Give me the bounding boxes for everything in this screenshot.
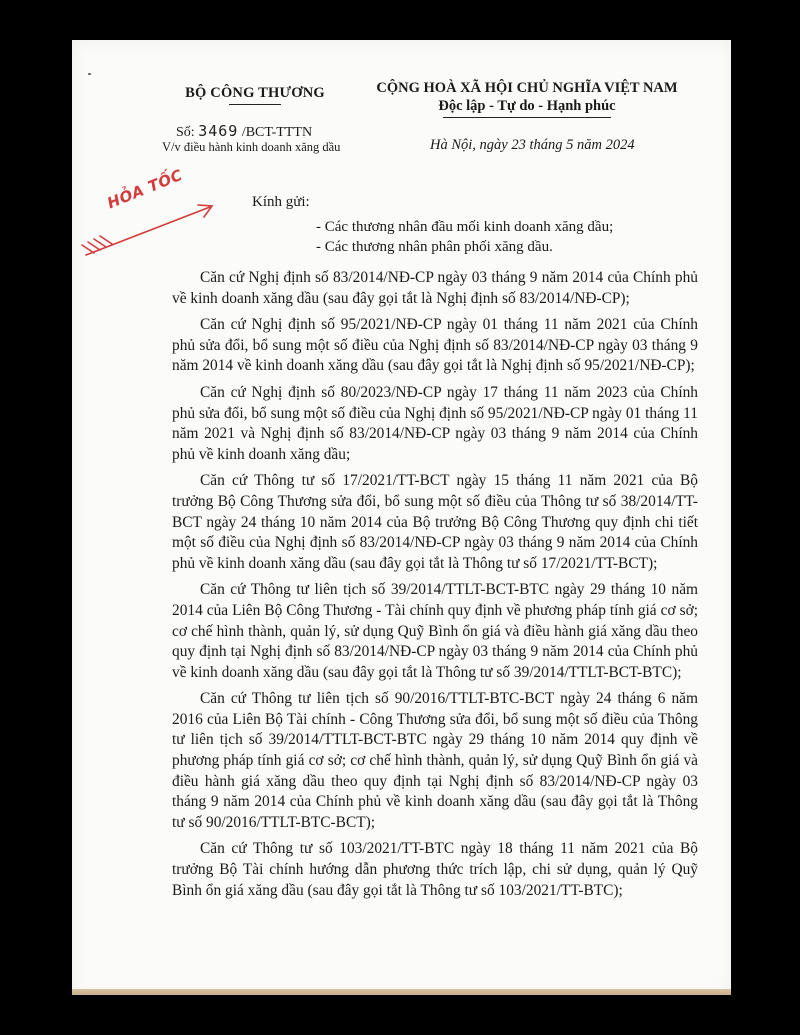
page-bottom-edge (72, 989, 731, 995)
ministry-name: BỘ CÔNG THƯƠNG (185, 85, 325, 101)
issuer-block (160, 85, 350, 105)
body-paragraph: Căn cứ Thông tư liên tịch số 39/2014/TTLT-BCT-BTC ngày 29 tháng 10 năm 2014 của Liên Bộ Công Thương - Tài chính quy định về phương pháp tính giá cơ sở; cơ chế hình thành, quản lý, sử dụng Quỹ Bình ổn giá và điều hành giá xăng dầu theo quy định tại Nghị định số 83/2014/NĐ-CP ngày 03 tháng 9 năm 2014 của Chính phủ về kinh doanh xăng dầu (sau đây gọi tắt là Thông tư số 39/2014/TTLT-BCT-BTC); (172, 581, 698, 681)
recipient-list (316, 217, 613, 257)
republic-title: CỘNG HOÀ XÃ HỘI CHỦ NGHĨA VIỆT NAM (376, 80, 678, 96)
subject-line: V/v điều hành kinh doanh xăng dầu (162, 140, 341, 154)
date-line: Hà Nội, ngày 23 tháng 5 năm 2024 (430, 137, 635, 153)
addressee-label: Kính gửi: (252, 194, 310, 210)
stamp-arrow-icon (78, 187, 228, 262)
document-number (176, 122, 312, 141)
document-body (172, 268, 698, 907)
recipient-item: - Các thương nhân đầu mối kinh doanh xăng dầu; (316, 219, 614, 235)
national-header (371, 80, 683, 118)
body-paragraph: Căn cứ Thông tư số 103/2021/TT-BTC ngày 18 tháng 11 năm 2021 của Bộ trưởng Bộ Tài chính hướng dẫn phương thức trích lập, chi sử dụng, quản lý Quỹ Bình ổn giá xăng dầu (sau đây gọi tắt là Thông tư số 103/2021/TT-BTC); (172, 840, 698, 899)
body-paragraph: Căn cứ Thông tư số 17/2021/TT-BCT ngày 15 tháng 11 năm 2021 của Bộ trưởng Bộ Công Thương sửa đổi, bổ sung một số điều của Thông tư số 38/2014/TT-BCT ngày 24 tháng 10 năm 2014 của Bộ trưởng Bộ Công Thương quy định chi tiết một số điều của Nghị định số 83/2014/NĐ-CP ngày 03 tháng 9 năm 2014 của Chính phủ về kinh doanh xăng dầu (sau đây gọi tắt là Thông tư số 17/2021/TT-BCT); (172, 472, 698, 572)
document-page (72, 40, 731, 995)
motto-underline (443, 117, 611, 118)
body-paragraph: Căn cứ Nghị định số 95/2021/NĐ-CP ngày 01 tháng 11 năm 2021 của Chính phủ sửa đổi, bổ sung một số điều của Nghị định số 83/2014/NĐ-CP ngày 03 tháng 9 năm 2014 về kinh doanh xăng dầu (sau đây gọi tắt là Nghị định số 95/2021/NĐ-CP); (172, 316, 698, 375)
body-paragraph: Căn cứ Nghị định số 80/2023/NĐ-CP ngày 17 tháng 11 năm 2023 của Chính phủ sửa đổi, bổ sung một số điều của Nghị định số 95/2021/NĐ-CP ngày 01 tháng 11 năm 2021 và Nghị định số 83/2014/NĐ-CP ngày 03 tháng 9 năm 2014 của Chính phủ về kinh doanh xăng dầu; (172, 383, 698, 463)
so-label: Số: (176, 125, 195, 140)
ministry-underline (229, 104, 281, 105)
body-paragraph: Căn cứ Thông tư liên tịch số 90/2016/TTLT-BTC-BCT ngày 24 tháng 6 năm 2016 của Liên Bộ Tài chính - Công Thương sửa đổi, bổ sung một số điều của Thông tư liên tịch số 39/2014/TTLT-BCT-BTC ngày 29 tháng 10 năm 2014 quy định về phương pháp tính giá cơ sở; cơ chế hình thành, quản lý, sử dụng Quỹ Bình ổn giá và điều hành giá xăng dầu theo quy định tại Nghị định số 83/2014/NĐ-CP ngày 03 tháng 9 năm 2014 của Chính phủ về kinh doanh xăng dầu (sau đây gọi tắt là Thông tư số 90/2016/TTLT-BTC-BCT); (172, 690, 698, 831)
so-suffix: /BCT-TTTN (241, 125, 313, 140)
stamp-text: HỎA TỐC (104, 165, 186, 213)
national-motto: Độc lập - Tự do - Hạnh phúc (438, 98, 616, 114)
scan-speck (88, 73, 91, 75)
so-number: 3469 (198, 122, 239, 140)
urgent-stamp (78, 165, 228, 262)
body-paragraph: Căn cứ Nghị định số 83/2014/NĐ-CP ngày 03 tháng 9 năm 2014 của Chính phủ về kinh doanh xăng dầu (sau đây gọi tắt là Nghị định số 83/2014/NĐ-CP); (172, 269, 698, 307)
recipient-item: - Các thương nhân phân phối xăng dầu. (316, 239, 553, 255)
